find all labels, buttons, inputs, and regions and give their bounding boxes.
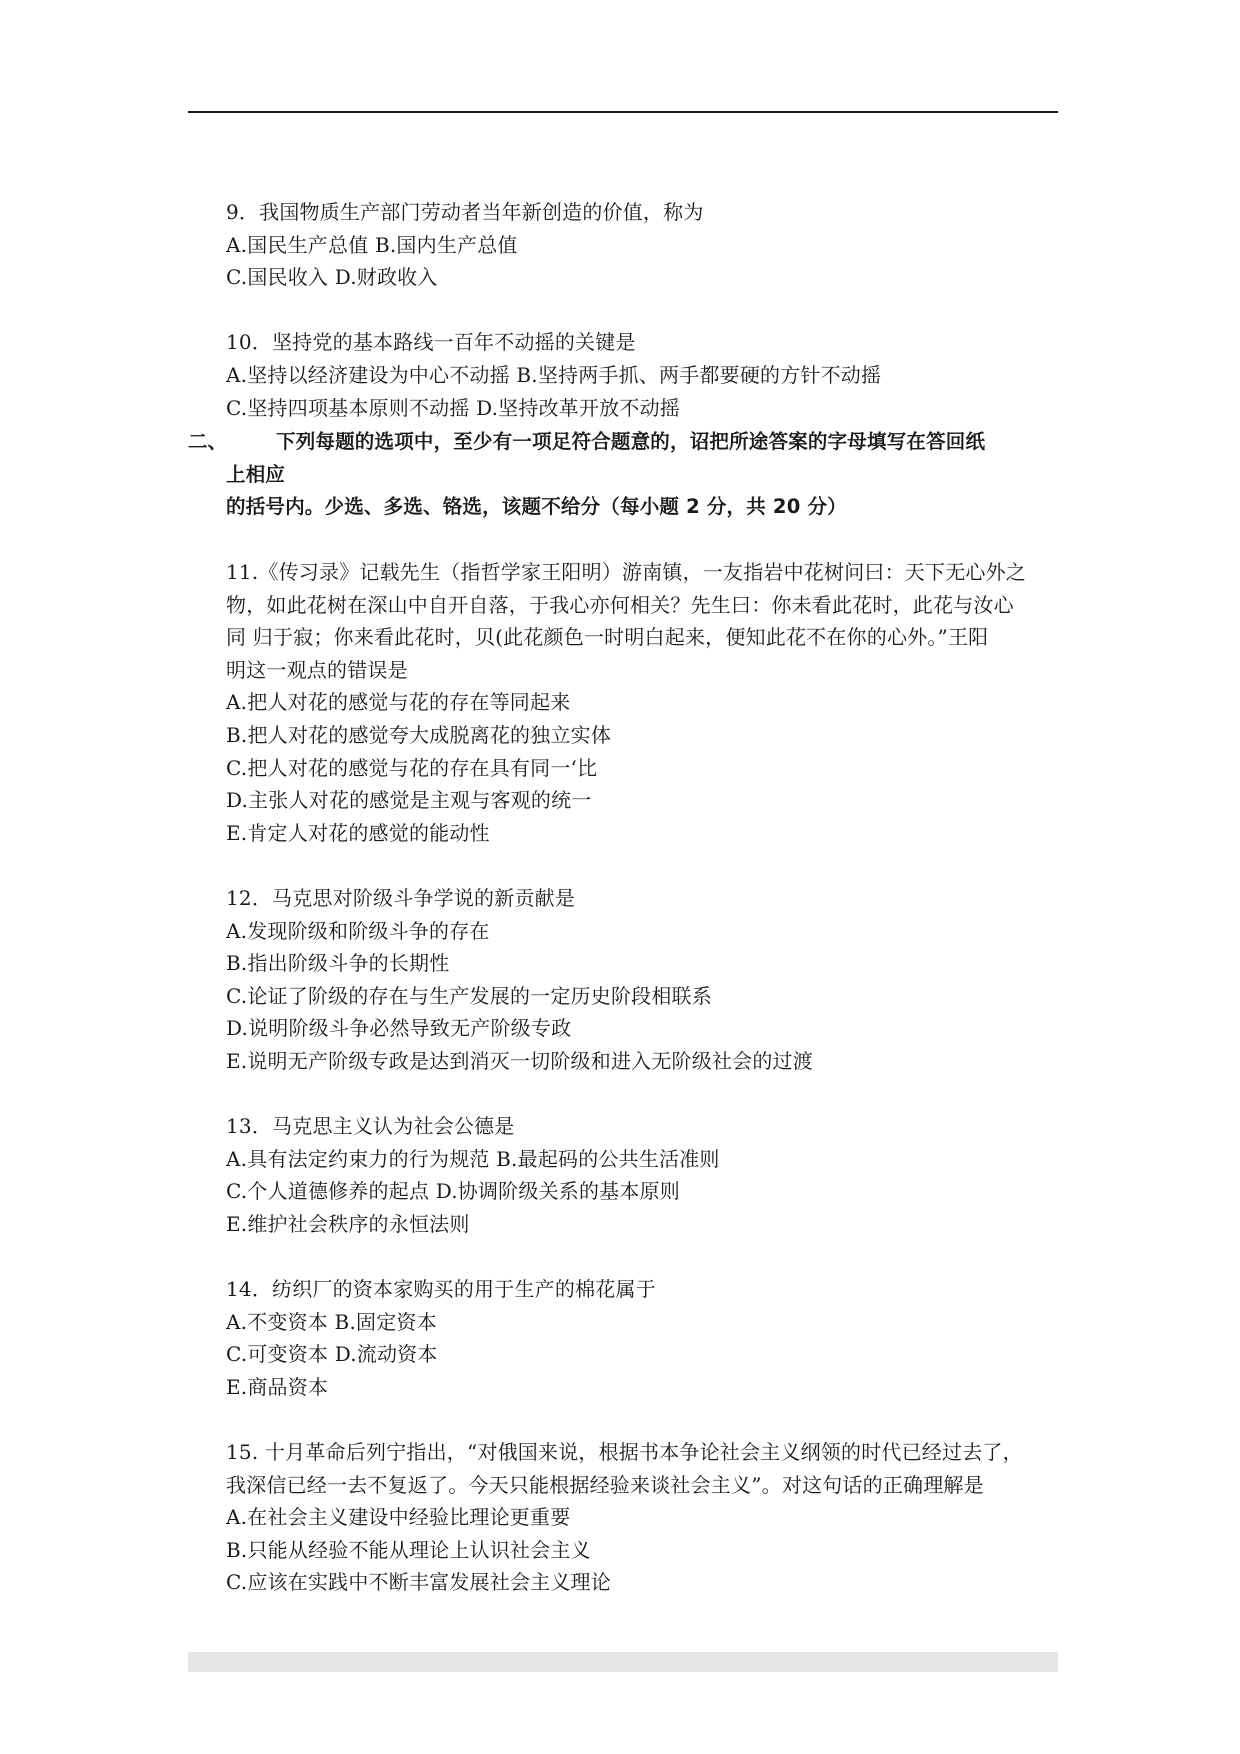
question-15 — [226, 1436, 1086, 1599]
question-option: B.指出阶级斗争的长期性 — [226, 951, 450, 976]
section-instruction-line: 的括号内。少选、多选、铬选，该题不给分（每小题 2 分，共 20 分） — [226, 495, 847, 519]
question-11 — [226, 556, 1086, 849]
question-option: A.发现阶级和阶级斗争的存在 — [226, 918, 490, 943]
question-option: B.把人对花的感觉夸大成脱离花的独立实体 — [226, 722, 612, 747]
question-option: A.把人对花的感觉与花的存在等同起来 — [226, 690, 571, 715]
question-stem: 15. 十月革命后列宁指出，“对俄国来说，根据书本争论社会主义纲领的时代已经过去了， — [226, 1440, 1023, 1465]
question-12 — [226, 882, 1086, 1078]
question-stem: 同 归于寂；你来看此花时，贝(此花颜色一时明白起来，便知此花不在你的心外。”王阳 — [226, 625, 989, 650]
question-option: A.国民生产总值 B.国内生产总值 — [226, 232, 518, 257]
question-option: C.个人道德修养的起点 D.协调阶级关系的基本原则 — [226, 1179, 680, 1204]
question-stem: 我深信已经一去不复返了。今天只能根据经验来谈社会主义”。对这句话的正确理解是 — [226, 1472, 984, 1497]
section-instruction-line: 上相应 — [226, 462, 286, 486]
question-option: A.不变资本 B.固定资本 — [226, 1309, 437, 1334]
footer-band — [188, 1652, 1058, 1672]
question-13 — [226, 1110, 1086, 1240]
question-14 — [226, 1273, 1086, 1403]
question-option: D.说明阶级斗争必然导致无产阶级专政 — [226, 1016, 572, 1041]
question-option: C.坚持四项基本原则不动摇 D.坚持改革开放不动摇 — [226, 395, 680, 420]
question-option: B.只能从经验不能从理论上认识社会主义 — [226, 1537, 591, 1562]
question-option: A.具有法定约束力的行为规范 B.最起码的公共生活准则 — [226, 1146, 720, 1171]
section-instruction-line: 下列每题的选项中，至少有一项足符合题意的，诏把所途答案的字母填写在答回纸 — [276, 430, 986, 453]
question-stem: 明这一观点的错误是 — [226, 657, 408, 682]
header-rule — [188, 111, 1058, 113]
question-option: C.把人对花的感觉与花的存在具有同一‘比 — [226, 755, 598, 780]
question-option: C.论证了阶级的存在与生产发展的一定历史阶段相联系 — [226, 983, 712, 1008]
question-option: E.商品资本 — [226, 1374, 329, 1399]
question-stem: 12．马克思对阶级斗争学说的新贡献是 — [226, 885, 576, 910]
question-stem: 9．我国物质生产部门劳动者当年新创造的价值，称为 — [226, 200, 704, 224]
question-option: D.主张人对花的感觉是主观与客观的统一 — [226, 788, 592, 813]
question-stem: 物，如此花树在深山中自开自落，于我心亦何相关？先生曰：你未看此花时，此花与汝心 — [226, 592, 1014, 617]
question-option: C.国民收入 D.财政收入 — [226, 265, 438, 290]
question-stem: 11.《传习录》记载先生（指哲学家王阳明）游南镇，一友指岩中花树问曰：天下无心外之 — [226, 560, 1027, 584]
section-2-heading — [188, 426, 1058, 524]
question-option: E.肯定人对花的感觉的能动性 — [226, 820, 490, 845]
question-10 — [226, 326, 1058, 424]
question-stem: 14．纺织厂的资本家购买的用于生产的棉花属于 — [226, 1277, 656, 1302]
question-option: A.在社会主义建设中经验比理论更重要 — [226, 1505, 571, 1530]
question-stem: 10．坚持党的基本路线一百年不动摇的关键是 — [226, 330, 636, 355]
question-option: E.说明无产阶级专政是达到消灭一切阶级和进入无阶级社会的过渡 — [226, 1048, 813, 1073]
questions-part-2 — [226, 556, 1086, 1599]
section-number: 二、 — [188, 430, 228, 453]
question-option: C.应该在实践中不断丰富发展社会主义理论 — [226, 1570, 611, 1595]
questions-part-1 — [226, 196, 1058, 424]
question-stem: 13．马克思主义认为社会公德是 — [226, 1114, 515, 1139]
question-option: E.维护社会秩序的永恒法则 — [226, 1211, 470, 1236]
question-option: A.坚持以经济建设为中心不动摇 B.坚持两手抓、两手都要硬的方针不动摇 — [226, 362, 882, 387]
question-option: C.可变资本 D.流动资本 — [226, 1342, 438, 1367]
question-9 — [226, 196, 1058, 294]
